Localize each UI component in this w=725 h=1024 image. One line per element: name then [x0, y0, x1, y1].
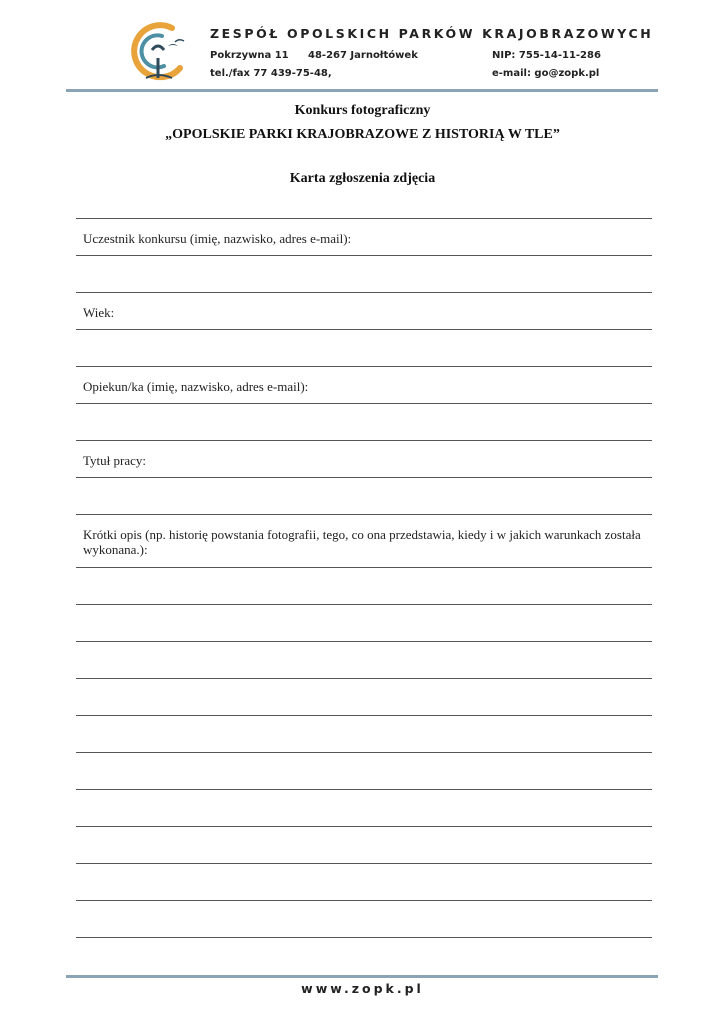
description-line[interactable]: [76, 678, 652, 715]
work-title-label: Tytuł pracy:: [83, 453, 146, 468]
address-street: Pokrzywna 11: [210, 50, 289, 61]
organization-name: ZESPÓŁ OPOLSKICH PARKÓW KRAJOBRAZOWYCH: [210, 26, 654, 41]
guardian-label: Opiekun/ka (imię, nazwisko, adres e-mail):: [83, 379, 309, 394]
contest-heading: Konkurs fotograficzny: [294, 103, 431, 118]
participant-label-row: [76, 218, 652, 255]
contest-title: „OPOLSKIE PARKI KRAJOBRAZOWE Z HISTORIĄ W TLE”: [165, 127, 560, 142]
age-label-row: [76, 292, 652, 329]
work-title-field[interactable]: [76, 477, 652, 514]
footer-divider: [66, 975, 658, 978]
description-line[interactable]: [76, 715, 652, 752]
description-line[interactable]: [76, 863, 652, 900]
description-line[interactable]: [76, 900, 652, 938]
footer-website: www.zopk.pl: [301, 981, 424, 996]
description-line[interactable]: [76, 604, 652, 641]
age-field[interactable]: [76, 329, 652, 366]
description-line[interactable]: [76, 567, 652, 604]
age-label: Wiek:: [83, 305, 115, 320]
description-line[interactable]: [76, 789, 652, 826]
guardian-label-row: [76, 366, 652, 403]
description-line[interactable]: [76, 752, 652, 789]
participant-field[interactable]: [76, 255, 652, 292]
description-label: Krótki opis (np. historię powstania fotografii, tego, co ona przedstawia, kiedy i w jakich warunkach została wykonana.):: [83, 527, 641, 557]
entry-form: [76, 218, 652, 938]
header-divider: [66, 89, 658, 92]
address-city: 48-267 Jarnołtówek: [308, 50, 418, 61]
zopk-logo: [128, 20, 190, 86]
email-address: e-mail: go@zopk.pl: [492, 68, 600, 79]
form-title: Karta zgłoszenia zdjęcia: [289, 171, 436, 186]
description-label-row: [76, 514, 652, 567]
nip-number: NIP: 755-14-11-286: [492, 50, 601, 61]
guardian-field[interactable]: [76, 403, 652, 440]
telephone: tel./fax 77 439-75-48,: [210, 68, 332, 79]
description-line[interactable]: [76, 826, 652, 863]
description-line[interactable]: [76, 641, 652, 678]
work-title-label-row: [76, 440, 652, 477]
participant-label: Uczestnik konkursu (imię, nazwisko, adres e-mail):: [83, 231, 352, 246]
